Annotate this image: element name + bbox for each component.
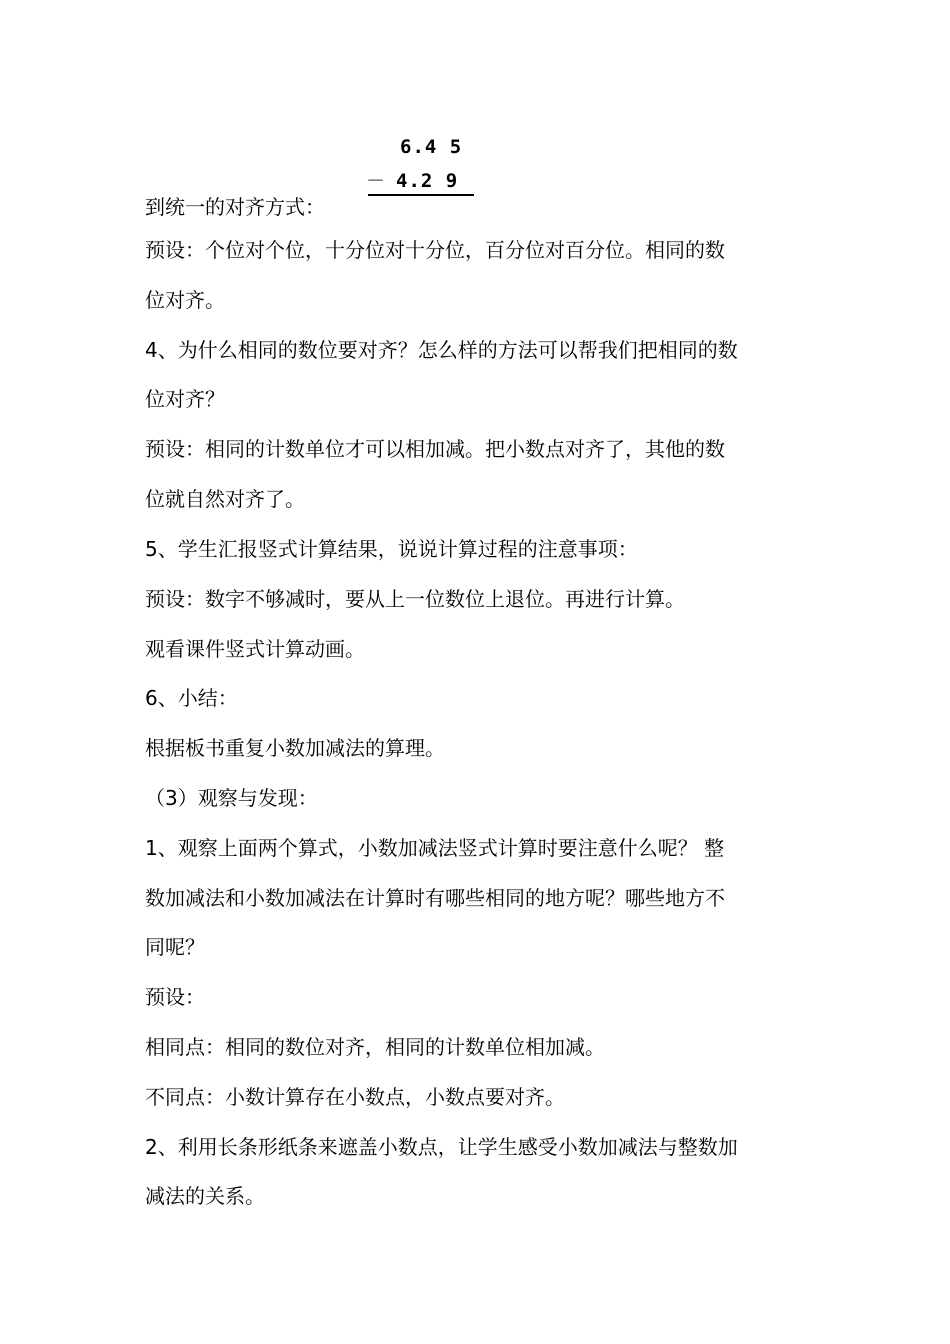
text-line: 预设：个位对个位，十分位对十分位，百分位对百分位。相同的数 xyxy=(145,238,725,262)
text-line: 位对齐？ xyxy=(145,387,225,411)
text-line: 4、为什么相同的数位要对齐？怎么样的方法可以帮我们把相同的数 xyxy=(145,338,738,362)
text-line: 预设： xyxy=(145,985,205,1009)
text-line: 6、小结： xyxy=(145,686,238,710)
text-line: 根据板书重复小数加减法的算理。 xyxy=(145,736,445,760)
text-line: 预设：相同的计数单位才可以相加减。把小数点对齐了，其他的数 xyxy=(145,437,725,461)
text-line: （3）观察与发现： xyxy=(145,786,318,810)
text-line: 1、观察上面两个算式，小数加减法竖式计算时要注意什么呢？ 整 xyxy=(145,836,725,860)
text-line: 预设：数字不够减时，要从上一位数位上退位。再进行计算。 xyxy=(145,587,685,611)
text-line: 减法的关系。 xyxy=(145,1184,265,1208)
text-line: 数加减法和小数加减法在计算时有哪些相同的地方呢？哪些地方不 xyxy=(145,886,725,910)
text-line: 观看课件竖式计算动画。 xyxy=(145,637,365,661)
vertical-subtraction xyxy=(366,134,476,200)
subtrahend: 4.2 9 xyxy=(396,170,459,192)
text-line: 位对齐。 xyxy=(145,288,225,312)
minuend: 6.4 5 xyxy=(400,136,463,158)
text-line: 同呢？ xyxy=(145,935,205,959)
text-line: 2、利用长条形纸条来遮盖小数点，让学生感受小数加减法与整数加 xyxy=(145,1135,738,1159)
result-line xyxy=(368,194,474,196)
minus-sign: － xyxy=(366,170,387,192)
text-line: 位就自然对齐了。 xyxy=(145,487,305,511)
text-line: 相同点：相同的数位对齐，相同的计数单位相加减。 xyxy=(145,1035,605,1059)
subtrahend-row xyxy=(366,166,476,193)
text-line: 到统一的对齐方式： xyxy=(145,195,325,219)
text-line: 5、学生汇报竖式计算结果，说说计算过程的注意事项： xyxy=(145,537,638,561)
text-line: 不同点：小数计算存在小数点，小数点要对齐。 xyxy=(145,1085,565,1109)
